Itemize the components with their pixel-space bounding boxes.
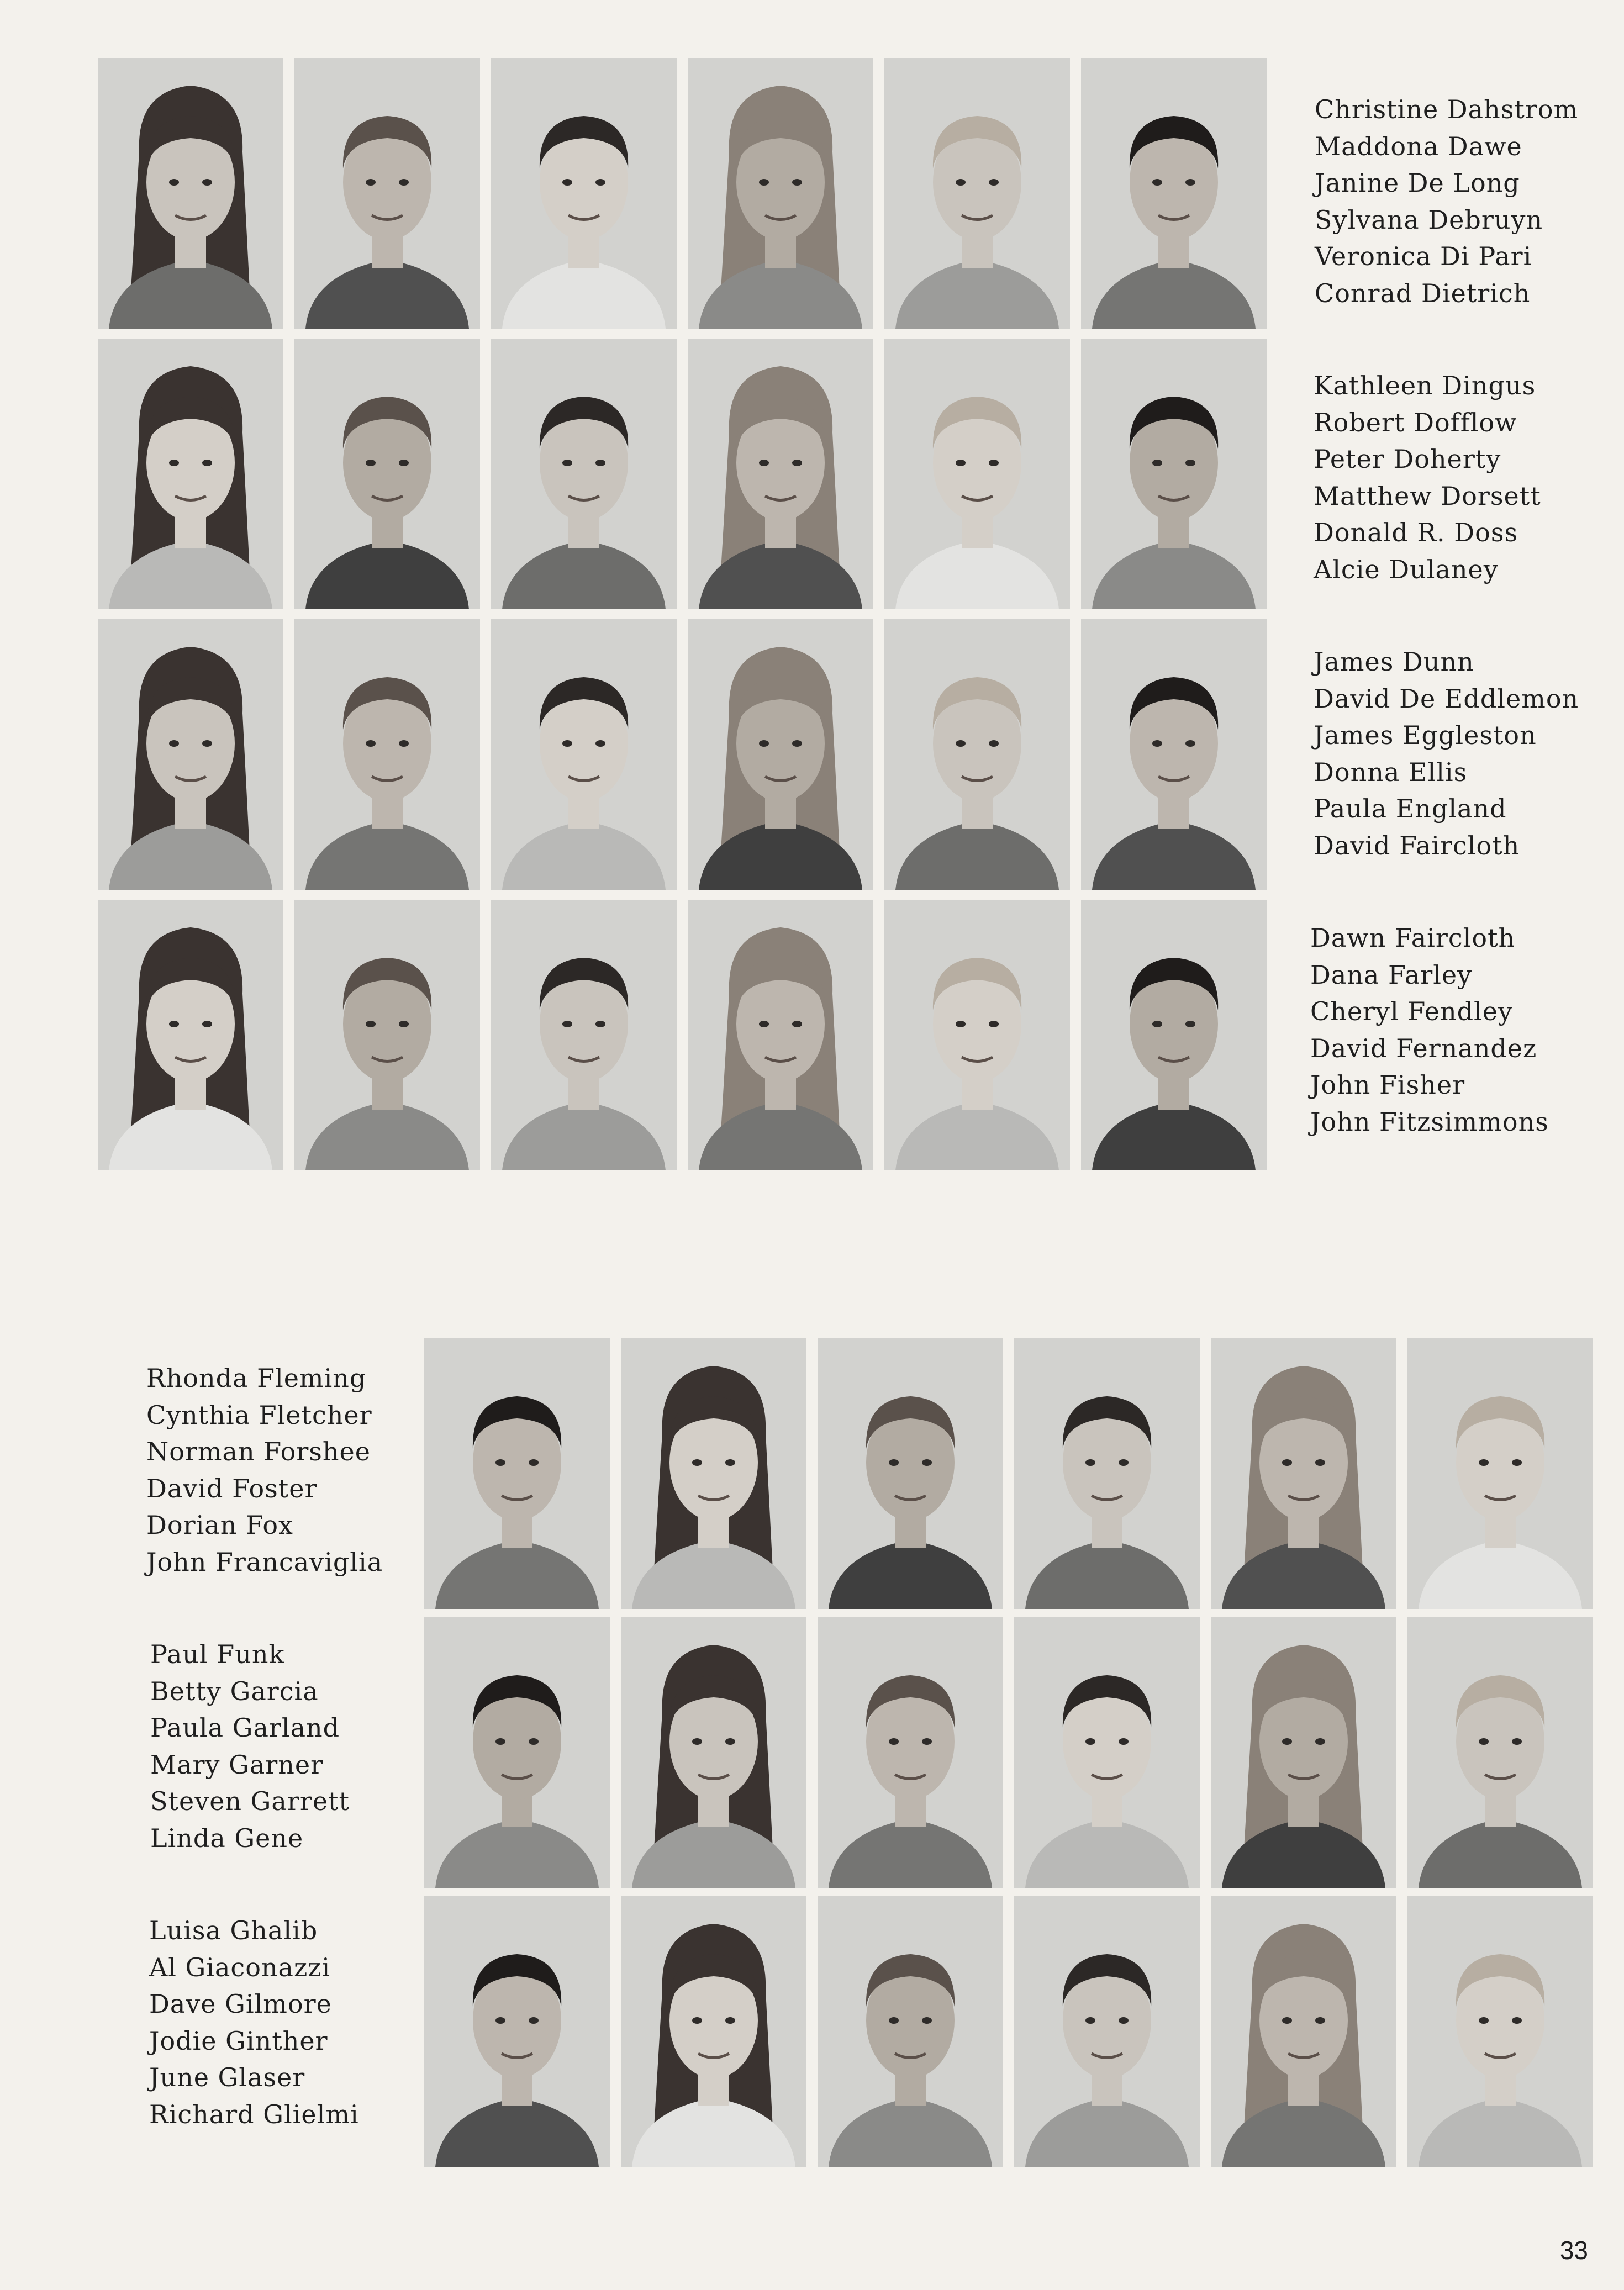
student-photo xyxy=(1081,58,1267,329)
student-photo xyxy=(491,58,677,329)
student-name: June Glaser xyxy=(149,2062,305,2092)
student-photo xyxy=(884,339,1070,609)
student-photo xyxy=(491,619,677,890)
student-name: David Foster xyxy=(146,1473,318,1503)
student-photo xyxy=(1081,619,1267,890)
top-names-group-4 xyxy=(1310,920,1549,1140)
student-name: Paula England xyxy=(1314,794,1507,824)
student-name: Paula Garland xyxy=(150,1713,340,1743)
top-names-group-3 xyxy=(1314,643,1579,864)
student-name: Donna Ellis xyxy=(1314,757,1468,787)
student-name: Dorian Fox xyxy=(146,1510,293,1540)
top-names-group-2 xyxy=(1314,367,1541,588)
student-name: Steven Garrett xyxy=(150,1786,350,1816)
page-number: 33 xyxy=(1559,2236,1588,2265)
student-name: Donald R. Doss xyxy=(1314,518,1518,547)
student-photo xyxy=(1407,1617,1593,1888)
bottom-names-group-3 xyxy=(149,1912,359,2133)
student-name: John Fisher xyxy=(1310,1070,1465,1100)
student-name: John Fitzsimmons xyxy=(1310,1106,1549,1137)
student-photo xyxy=(818,1896,1003,2167)
student-name: David Fernandez xyxy=(1310,1033,1537,1063)
student-name: Maddona Dawe xyxy=(1315,131,1522,161)
student-name: Mary Garner xyxy=(150,1749,324,1780)
student-photo xyxy=(294,339,480,609)
student-photo xyxy=(688,339,873,609)
student-photo xyxy=(98,339,283,609)
student-name: Sylvana Debruyn xyxy=(1315,204,1543,235)
student-name: John Francaviglia xyxy=(146,1547,383,1577)
student-name: Veronica Di Pari xyxy=(1315,241,1532,271)
student-photo xyxy=(294,58,480,329)
student-name: Paul Funk xyxy=(150,1639,285,1669)
student-photo xyxy=(621,1617,806,1888)
student-photo xyxy=(294,900,480,1170)
student-photo xyxy=(98,900,283,1170)
student-name: Linda Gene xyxy=(150,1823,304,1853)
student-photo xyxy=(688,619,873,890)
student-name: Al Giaconazzi xyxy=(149,1952,331,1982)
student-photo xyxy=(98,58,283,329)
student-photo xyxy=(884,900,1070,1170)
student-name: Norman Forshee xyxy=(146,1437,371,1466)
student-photo xyxy=(98,619,283,890)
student-name: Kathleen Dingus xyxy=(1314,371,1536,400)
bottom-names-group-2 xyxy=(150,1636,350,1856)
student-photo xyxy=(294,619,480,890)
student-photo xyxy=(1014,1338,1200,1609)
student-name: Janine De Long xyxy=(1315,168,1520,198)
top-photo-grid xyxy=(98,58,1267,1170)
student-photo xyxy=(818,1338,1003,1609)
student-name: Christine Dahstrom xyxy=(1315,94,1579,124)
student-name: Robert Dofflow xyxy=(1314,407,1517,437)
student-name: David Faircloth xyxy=(1314,830,1520,861)
student-photo xyxy=(884,58,1070,329)
student-name: Conrad Dietrich xyxy=(1315,278,1531,308)
student-photo xyxy=(1014,1617,1200,1888)
student-photo xyxy=(688,58,873,329)
student-photo xyxy=(1081,339,1267,609)
student-photo xyxy=(1211,1338,1396,1609)
student-photo xyxy=(621,1338,806,1609)
student-photo xyxy=(1014,1896,1200,2167)
student-name: Betty Garcia xyxy=(150,1676,319,1706)
student-photo xyxy=(884,619,1070,890)
student-photo xyxy=(491,339,677,609)
student-photo xyxy=(1407,1896,1593,2167)
student-name: Cheryl Fendley xyxy=(1310,996,1513,1026)
student-name: Peter Doherty xyxy=(1314,444,1501,474)
student-photo xyxy=(1211,1896,1396,2167)
student-name: Dave Gilmore xyxy=(149,1989,332,2019)
student-name: Dana Farley xyxy=(1310,959,1473,990)
student-name: James Eggleston xyxy=(1314,720,1537,750)
student-name: Matthew Dorsett xyxy=(1314,481,1541,511)
student-name: Alcie Dulaney xyxy=(1314,554,1499,584)
student-photo xyxy=(491,900,677,1170)
student-name: Rhonda Fleming xyxy=(146,1363,367,1393)
student-photo xyxy=(1211,1617,1396,1888)
student-name: Jodie Ginther xyxy=(149,2025,328,2056)
student-name: James Dunn xyxy=(1314,647,1474,677)
student-name: David De Eddlemon xyxy=(1314,683,1579,714)
student-name: Luisa Ghalib xyxy=(149,1916,318,1945)
student-photo xyxy=(621,1896,806,2167)
student-photo xyxy=(688,900,873,1170)
student-photo xyxy=(424,1896,610,2167)
top-names-group-1 xyxy=(1315,91,1578,312)
student-name: Cynthia Fletcher xyxy=(146,1400,372,1430)
bottom-names-group-1 xyxy=(146,1360,383,1580)
student-photo xyxy=(818,1617,1003,1888)
bottom-photo-grid xyxy=(424,1338,1593,2167)
student-name: Richard Glielmi xyxy=(149,2099,359,2129)
student-photo xyxy=(1081,900,1267,1170)
student-photo xyxy=(424,1338,610,1609)
student-photo xyxy=(424,1617,610,1888)
student-name: Dawn Faircloth xyxy=(1310,923,1516,953)
student-photo xyxy=(1407,1338,1593,1609)
